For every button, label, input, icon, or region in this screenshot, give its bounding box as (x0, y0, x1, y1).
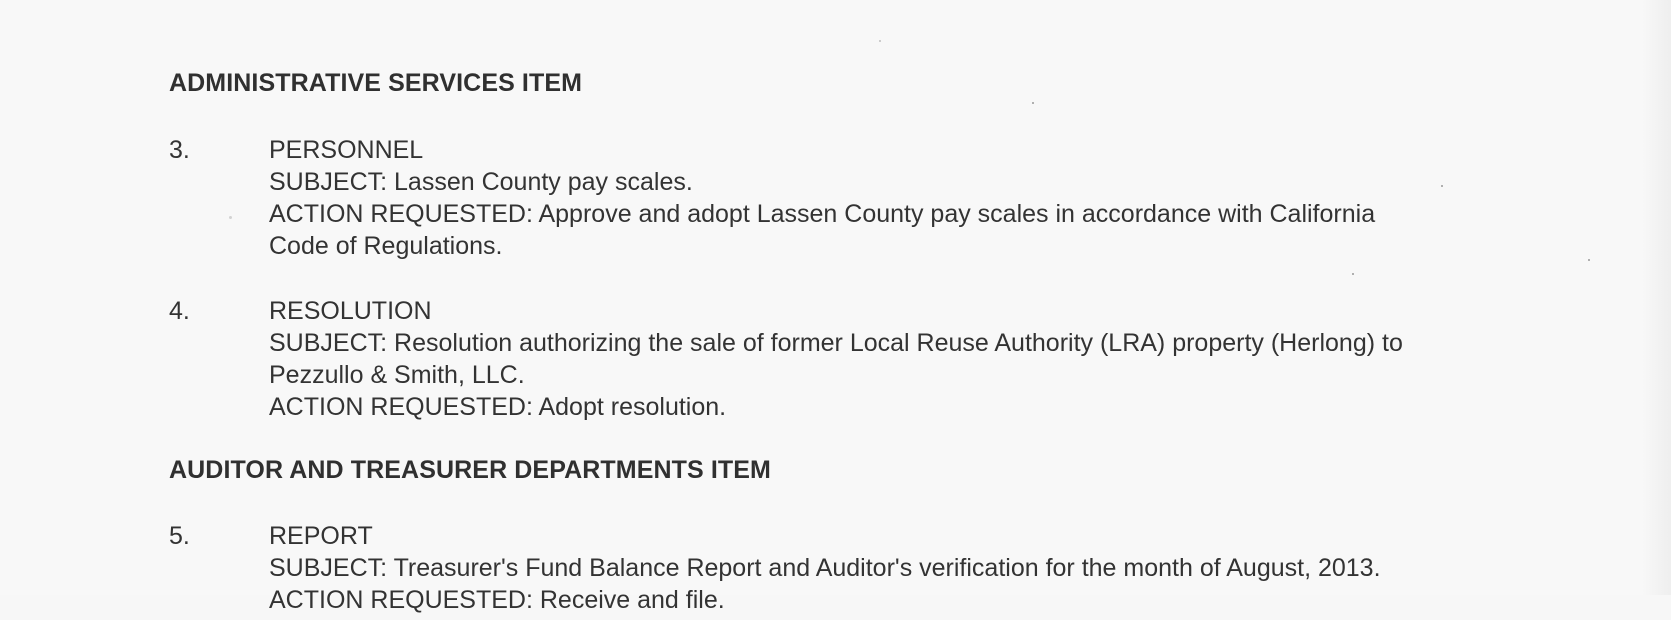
item-category: RESOLUTION (269, 297, 432, 325)
item-body (269, 134, 1589, 262)
scan-speck (229, 216, 232, 219)
scan-speck (1352, 273, 1354, 275)
item-body (269, 295, 1589, 423)
item-number: 4. (169, 297, 190, 325)
item-category: REPORT (269, 522, 373, 550)
section-heading-administrative-services: ADMINISTRATIVE SERVICES ITEM (169, 69, 583, 97)
item-action-requested-partial: ACTION REQUESTED: Receive and file. (269, 586, 725, 614)
scan-speck (1032, 102, 1034, 104)
item-subject: SUBJECT: Resolution authorizing the sale of former Local Reuse Authority (LRA) property (Herlong) to (269, 329, 1403, 357)
item-subject: SUBJECT: Lassen County pay scales. (269, 168, 693, 196)
scan-speck (1441, 185, 1443, 187)
item-action-requested: ACTION REQUESTED: Approve and adopt Lassen County pay scales in accordance with California (269, 200, 1376, 228)
item-number: 5. (169, 522, 190, 550)
item-number: 3. (169, 136, 190, 164)
agenda-item-5 (169, 520, 1589, 620)
item-subject: SUBJECT: Treasurer's Fund Balance Report and Auditor's verification for the month of August, 2013. (269, 554, 1381, 582)
scan-speck (879, 40, 881, 42)
item-action-requested-continued: Code of Regulations. (269, 232, 503, 260)
item-subject-continued: Pezzullo & Smith, LLC. (269, 361, 525, 389)
item-body (269, 520, 1589, 616)
agenda-item-3 (169, 134, 1589, 264)
scan-speck (1588, 259, 1590, 261)
section-heading-auditor-treasurer: AUDITOR AND TREASURER DEPARTMENTS ITEM (169, 456, 771, 484)
item-action-requested: ACTION REQUESTED: Adopt resolution. (269, 393, 727, 421)
page-edge-shadow (1641, 0, 1671, 595)
agenda-item-4 (169, 295, 1589, 425)
item-category: PERSONNEL (269, 136, 424, 164)
